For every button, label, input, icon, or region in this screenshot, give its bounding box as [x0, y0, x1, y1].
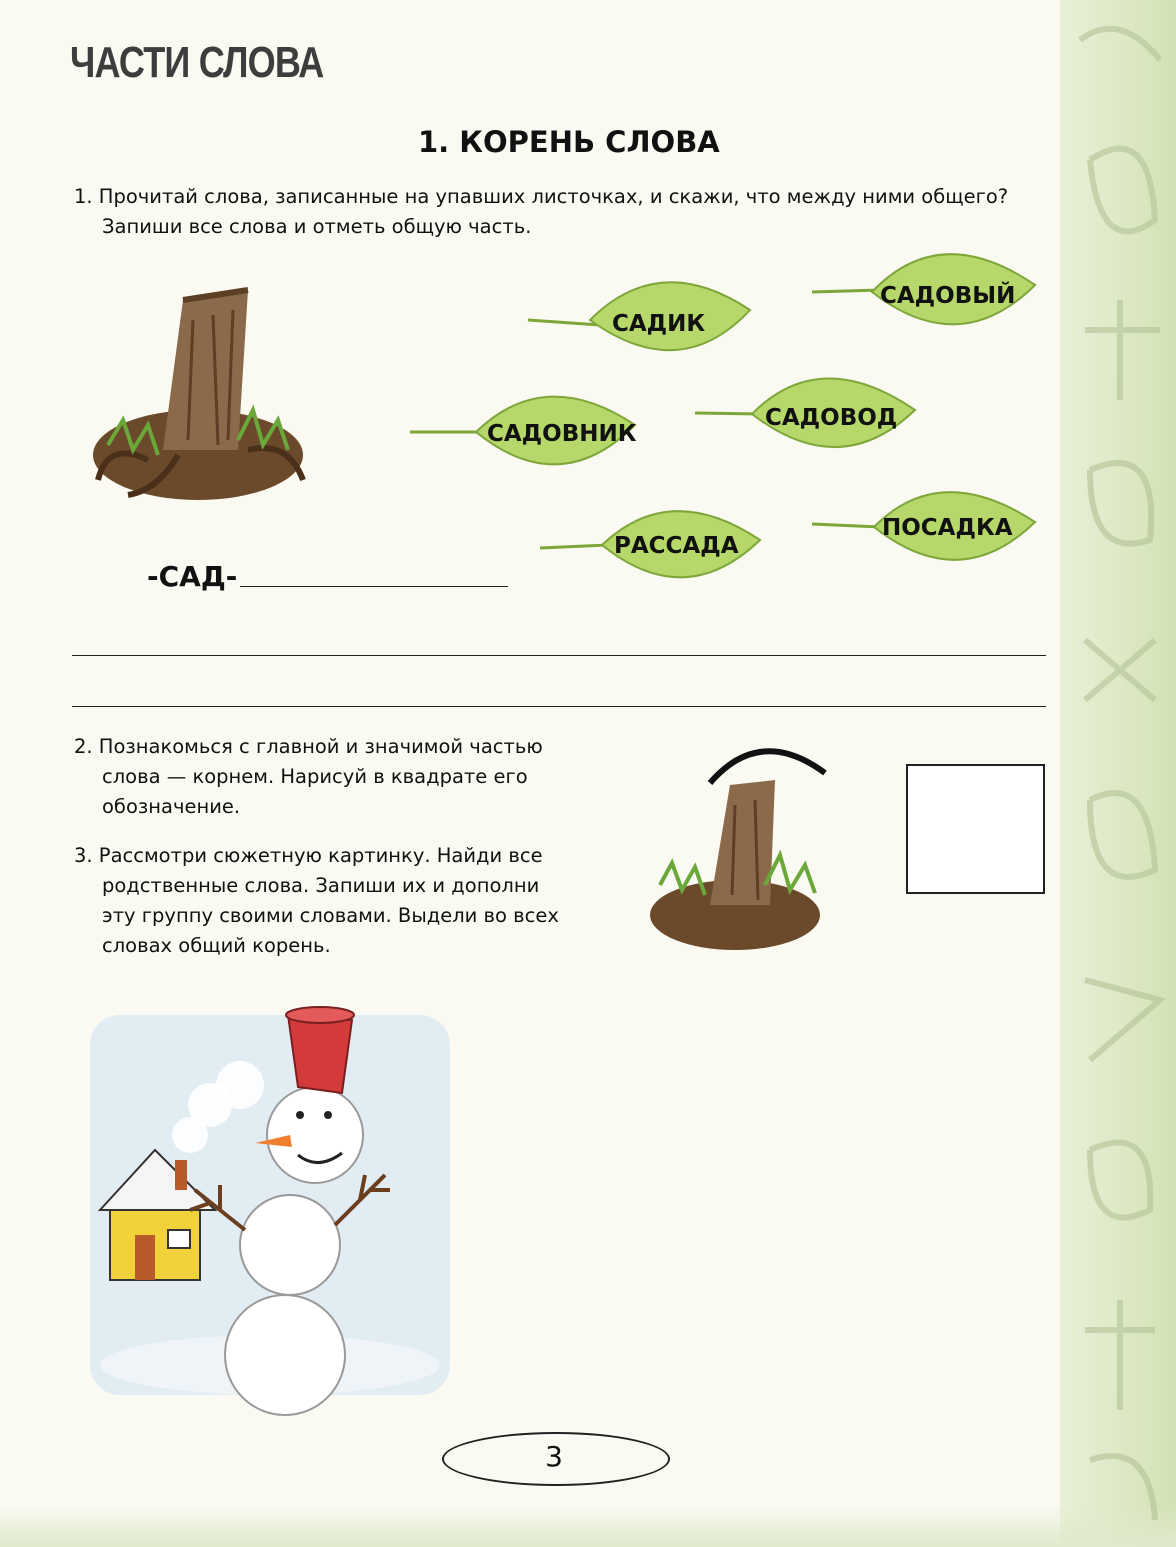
- task-2-line-2: слова — корнем. Нарисуй в квадрате его: [102, 765, 528, 788]
- page-number: 3: [545, 1440, 563, 1473]
- leaves-group: [0, 0, 1060, 700]
- task-2-line-1: 2. Познакомься с главной и значимой частью: [74, 735, 543, 758]
- writing-line[interactable]: [72, 655, 1046, 656]
- bottom-shade: [0, 1505, 1176, 1547]
- writing-line[interactable]: [240, 586, 508, 587]
- task-3-line-4: словах общий корень.: [102, 934, 331, 957]
- section-title: ЧАСТИ СЛОВА: [70, 38, 324, 87]
- task-3-line-2: родственные слова. Запиши их и дополни: [102, 874, 540, 897]
- task-2-line-3: обозначение.: [102, 795, 241, 818]
- writing-line[interactable]: [72, 706, 1046, 707]
- leaf-label-sadik: САДИК: [612, 311, 706, 337]
- lesson-title: 1. КОРЕНЬ СЛОВА: [418, 125, 720, 159]
- task-3: [74, 841, 594, 961]
- snowman-scene-illustration: [80, 975, 460, 1415]
- task-1-line-1: 1. Прочитай слова, записанные на упавших листочках, и скажи, что между ними общего?: [74, 185, 1009, 208]
- task-1-line-2: Запиши все слова и отметь общую часть.: [102, 215, 532, 238]
- task-2: [74, 732, 594, 822]
- task-3-line-1: 3. Рассмотри сюжетную картинку. Найди все: [74, 844, 543, 867]
- margin-decoration: [1060, 0, 1176, 1547]
- leaf-label-posadka: ПОСАДКА: [882, 515, 1013, 541]
- leaf-label-sadovod: САДОВОД: [765, 405, 898, 431]
- root-symbol-answer-box[interactable]: [906, 764, 1045, 894]
- root-symbol-illustration: [640, 735, 840, 955]
- leaf-label-sadovnik: САДОВНИК: [487, 421, 637, 447]
- root-word: -САД-: [147, 560, 238, 593]
- leaf-label-sadovyy: САДОВЫЙ: [880, 283, 1016, 309]
- leaf-label-rassada: РАССАДА: [614, 533, 739, 559]
- task-3-line-3: эту группу своими словами. Выдели во всех: [102, 904, 559, 927]
